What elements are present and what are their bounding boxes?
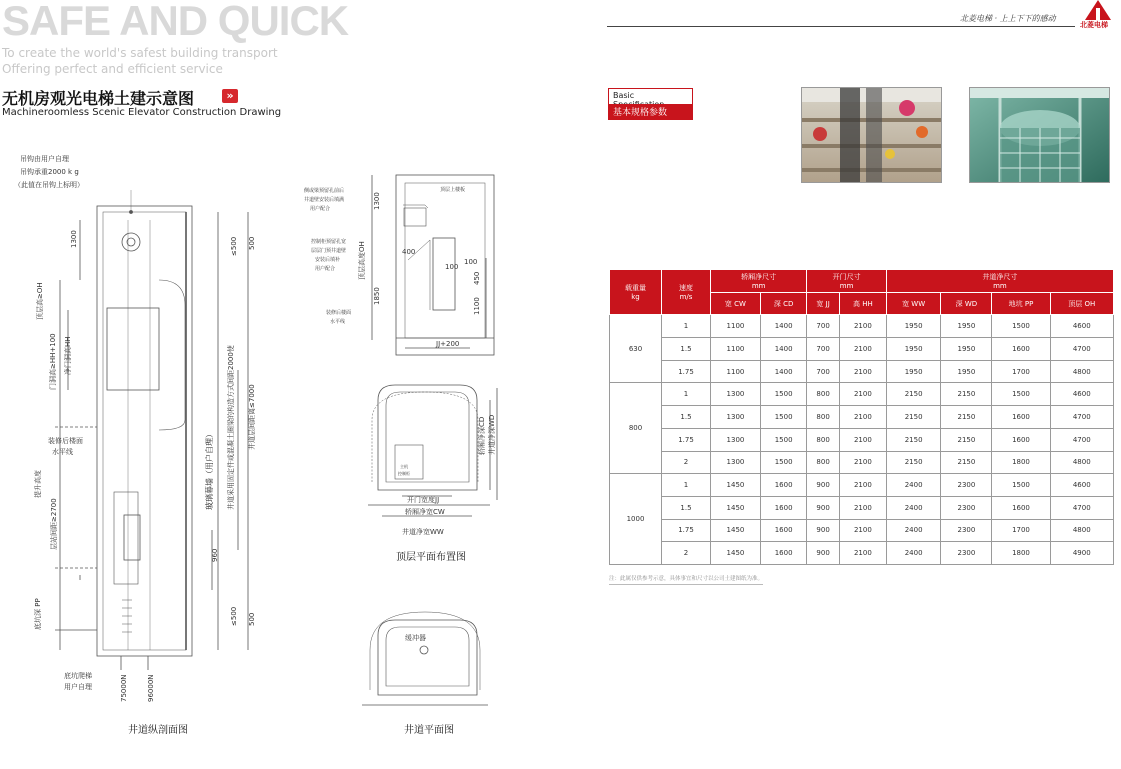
table-cell: 4600 (1050, 474, 1113, 497)
hero-title: SAFE AND QUICK (2, 0, 349, 44)
wall-note: 井道采用固定件或混凝土圈梁的构造方式间距2000使 (227, 345, 235, 510)
table-cell: 900 (807, 496, 840, 519)
spec-table (609, 269, 1114, 565)
company-logo (1085, 0, 1111, 20)
dim-label: 1300 (70, 230, 78, 248)
table-cell: 1600 (760, 519, 806, 542)
top-plan-caption: 顶层平面布置图 (396, 552, 466, 563)
table-cell: 2300 (941, 496, 992, 519)
table-subheader: 宽 WW (886, 292, 941, 315)
floor-distance-label: 层站间距≥2700 (50, 498, 58, 550)
door-note: 井道壁安装后填满 (304, 197, 345, 203)
finish-level-label: 水平线 (52, 448, 73, 456)
table-cell: 1950 (886, 338, 941, 361)
company-logo-text: 北菱电梯 (1080, 21, 1108, 29)
table-cell: 1400 (760, 360, 806, 383)
table-cell: 2300 (941, 542, 992, 565)
table-cell: 2100 (839, 428, 886, 451)
shaft-plan-labels (404, 633, 454, 736)
table-cell: 4700 (1050, 428, 1113, 451)
table-row (610, 383, 1114, 406)
table-cell: 800 (807, 451, 840, 474)
table-row (610, 406, 1114, 429)
table-subheader: 地坑 PP (992, 292, 1050, 315)
drawing-title-en: Machineroomless Scenic Elevator Construction Drawing (2, 107, 282, 118)
table-cell: 1950 (886, 315, 941, 338)
load-cell: 630 (610, 315, 662, 383)
mall-atrium-photo (801, 87, 942, 183)
table-cell: 1.75 (662, 360, 711, 383)
table-cell: 2100 (839, 542, 886, 565)
table-row (610, 451, 1114, 474)
shaft-depth-label: 井道净深WD (488, 414, 496, 455)
pit-depth-label: 底坑深 PP (34, 598, 42, 630)
table-cell: 1950 (941, 360, 992, 383)
table-subheader: 深 CD (760, 292, 806, 315)
door-note: 安装后填补 (315, 257, 341, 263)
table-cell: 700 (807, 338, 840, 361)
door-note: 用户配合 (310, 206, 331, 212)
door-note: 侧或梁预留孔前后 (304, 188, 345, 194)
dim-label: 100 (445, 263, 459, 271)
spec-table-head: 载重量 kg 速度 m/s 轿厢净尺寸 mm 开门尺寸 mm 井道净尺寸 mm 宽 CW 深 CD 宽 JJ 高 HH 宽 WW 深 WD 地坑 PP 顶层 OH (610, 270, 1114, 315)
table-cell: 1500 (992, 383, 1050, 406)
table-cell: 1400 (760, 315, 806, 338)
table-row (610, 519, 1114, 542)
glass-elevator-photo (969, 87, 1110, 183)
table-cell: 2400 (886, 542, 941, 565)
table-cell: 1500 (760, 383, 806, 406)
glass-wall-label: 玻璃幕墙（用户自理） (205, 430, 214, 510)
table-cell: 4700 (1050, 338, 1113, 361)
construction-drawings (0, 130, 600, 750)
dim-label: 100 (464, 258, 478, 266)
dim-label: ≤500 (230, 606, 238, 626)
table-cell: 1300 (711, 428, 761, 451)
table-cell: 2150 (886, 383, 941, 406)
table-subheader: 顶层 OH (1050, 292, 1113, 315)
table-row (610, 338, 1114, 361)
door-note: 装修后楼面 (326, 310, 352, 316)
table-cell: 1 (662, 315, 711, 338)
load-label: 96000N (147, 674, 155, 702)
table-cell: 900 (807, 519, 840, 542)
table-cell: 1950 (886, 360, 941, 383)
table-cell: 1300 (711, 383, 761, 406)
shaft-plan (362, 612, 488, 705)
dim-label: 500 (248, 612, 256, 626)
table-cell: 2150 (886, 451, 941, 474)
top-floor-label: 顶层上楼板 (440, 187, 466, 193)
section-view (55, 190, 248, 670)
table-cell: 2300 (941, 519, 992, 542)
table-row (610, 496, 1114, 519)
table-cell: 900 (807, 542, 840, 565)
table-cell: 1450 (711, 519, 761, 542)
table-cell: 1450 (711, 542, 761, 565)
table-cell: 2100 (839, 496, 886, 519)
table-cell: 800 (807, 406, 840, 429)
oh-label: 顶层高度OH (358, 241, 366, 280)
table-cell: 1800 (992, 451, 1050, 474)
table-cell: 2100 (839, 315, 886, 338)
table-subheader: 宽 CW (711, 292, 761, 315)
dim-label: 1100 (473, 297, 481, 315)
table-cell: 2100 (839, 383, 886, 406)
drawing-title-cn: 无机房观光电梯土建示意图 (2, 89, 195, 108)
table-cell: 700 (807, 360, 840, 383)
car-width-label: 轿厢净宽CW (405, 508, 445, 516)
shaft-plan-caption: 井道平面图 (404, 725, 454, 736)
table-cell: 800 (807, 383, 840, 406)
table-cell: 1500 (992, 474, 1050, 497)
dim-label: 400 (402, 248, 416, 256)
table-cell: 1500 (760, 406, 806, 429)
pit-ladder-label: 底坑爬梯 (64, 672, 92, 680)
subtitle-line-1: To create the world's safest building transport (2, 46, 278, 60)
table-cell: 1500 (760, 451, 806, 474)
door-labels (304, 186, 481, 348)
section-caption: 井道纵剖面图 (128, 725, 188, 736)
table-cell: 1.5 (662, 338, 711, 361)
pit-ladder-label: 用户自理 (64, 683, 92, 691)
dim-label: 500 (248, 236, 256, 250)
max-distance-label: 井道层间距离≤7000 (248, 384, 256, 450)
table-row (610, 428, 1114, 451)
dim-label: 960 (211, 548, 219, 562)
dim-label: ≤500 (230, 236, 238, 256)
table-cell: 1.5 (662, 406, 711, 429)
table-subheader: 高 HH (839, 292, 886, 315)
top-plan-labels (396, 415, 496, 563)
hook-note: （此值在吊钩上标明） (14, 181, 84, 189)
slogan: 北菱电梯 · 上上下下的感动 (960, 14, 1056, 23)
machine-label: 主机 (400, 464, 408, 469)
table-cell: 1100 (711, 315, 761, 338)
finish-level-label: 装修后楼面 (48, 437, 83, 445)
table-cell: 1 (662, 383, 711, 406)
table-cell: 2 (662, 542, 711, 565)
spec-label-box (608, 88, 693, 120)
table-cell: 4700 (1050, 496, 1113, 519)
table-cell: 4900 (1050, 542, 1113, 565)
table-cell: 1 (662, 474, 711, 497)
table-cell: 1.5 (662, 496, 711, 519)
table-cell: 1600 (992, 406, 1050, 429)
table-cell: 2300 (941, 474, 992, 497)
load-label: 75000N (120, 674, 128, 702)
table-cell: 2 (662, 451, 711, 474)
table-cell: 1450 (711, 474, 761, 497)
table-cell: 800 (807, 428, 840, 451)
table-cell: 2400 (886, 519, 941, 542)
control-label: 控制柜 (398, 471, 410, 476)
table-cell: 1800 (992, 542, 1050, 565)
load-cell: 1000 (610, 474, 662, 565)
door-note: 控制柜预留孔宽 (311, 239, 347, 245)
table-cell: 1100 (711, 338, 761, 361)
table-cell: 1600 (992, 428, 1050, 451)
table-cell: 1500 (760, 428, 806, 451)
table-cell: 2100 (839, 519, 886, 542)
table-cell: 1400 (760, 338, 806, 361)
subtitle-line-2: Offering perfect and efficient service (2, 62, 223, 76)
table-cell: 4800 (1050, 360, 1113, 383)
table-cell: 1700 (992, 519, 1050, 542)
table-cell: 2100 (839, 406, 886, 429)
table-cell: 900 (807, 474, 840, 497)
table-cell: 1450 (711, 496, 761, 519)
table-note: 注：此属仅供参考示意，具体事宜和尺寸以公司土建图纸为准。 (609, 574, 763, 585)
table-cell: 2150 (941, 383, 992, 406)
table-subheader: 深 WD (941, 292, 992, 315)
door-note: 水平线 (330, 319, 346, 325)
table-cell: 2100 (839, 451, 886, 474)
header-rule (607, 26, 1075, 27)
door-net-label: 净门洞高HH (64, 336, 72, 375)
spec-label-cn: 基本规格参数 (609, 104, 692, 119)
oh-label: 顶层高≥OH (36, 282, 44, 320)
door-note: 用户配合 (315, 266, 336, 272)
buffer-label: 缓冲器 (405, 634, 426, 642)
table-cell: 1600 (992, 496, 1050, 519)
table-cell: 1600 (760, 542, 806, 565)
table-cell: 1300 (711, 406, 761, 429)
dim-label: 1850 (373, 287, 381, 305)
table-cell: 1300 (711, 451, 761, 474)
table-cell: 700 (807, 315, 840, 338)
table-cell: 1700 (992, 360, 1050, 383)
hook-note: 吊钩承重2000 k g (20, 168, 79, 176)
table-cell: 1100 (711, 360, 761, 383)
table-cell: 2100 (839, 338, 886, 361)
table-cell: 1.75 (662, 428, 711, 451)
table-cell: 2400 (886, 496, 941, 519)
table-cell: 2150 (941, 451, 992, 474)
door-note: 层层门预井道壁 (311, 248, 347, 254)
table-subheader: 宽 JJ (807, 292, 840, 315)
travel-label: 提升高度 (34, 470, 42, 498)
table-cell: 1500 (992, 315, 1050, 338)
table-cell: 2100 (839, 360, 886, 383)
table-row (610, 542, 1114, 565)
spec-label-en: Basic (613, 91, 635, 100)
load-cell: 800 (610, 383, 662, 474)
table-cell: 4700 (1050, 406, 1113, 429)
table-cell: 1600 (992, 338, 1050, 361)
table-cell: 2150 (886, 406, 941, 429)
dim-label: JJ+200 (436, 340, 460, 348)
dim-label: 450 (473, 271, 481, 285)
table-cell: 4600 (1050, 383, 1113, 406)
table-cell: 2150 (941, 428, 992, 451)
double-chevron-icon: » (222, 89, 238, 103)
table-cell: 1950 (941, 338, 992, 361)
table-cell: 2100 (839, 474, 886, 497)
table-cell: 4600 (1050, 315, 1113, 338)
car-depth-label: 轿厢净深CD (478, 416, 486, 455)
table-cell: 1950 (941, 315, 992, 338)
table-cell: 4800 (1050, 519, 1113, 542)
dim-label: 1300 (373, 192, 381, 210)
shaft-width-label: 井道净宽WW (402, 528, 444, 536)
table-cell: 1600 (760, 496, 806, 519)
table-row (610, 360, 1114, 383)
spec-table-body (610, 315, 1114, 565)
table-cell: 1600 (760, 474, 806, 497)
table-row (610, 474, 1114, 497)
door-width-label: 开门宽度JJ (407, 496, 440, 504)
table-row (610, 315, 1114, 338)
hook-note: 吊钩由用户自理 (20, 155, 69, 163)
table-cell: 2150 (886, 428, 941, 451)
table-cell: 4800 (1050, 451, 1113, 474)
table-cell: 2400 (886, 474, 941, 497)
door-height-label: 门洞高≥HH+100 (49, 333, 57, 390)
table-cell: 2150 (941, 406, 992, 429)
table-cell: 1.75 (662, 519, 711, 542)
